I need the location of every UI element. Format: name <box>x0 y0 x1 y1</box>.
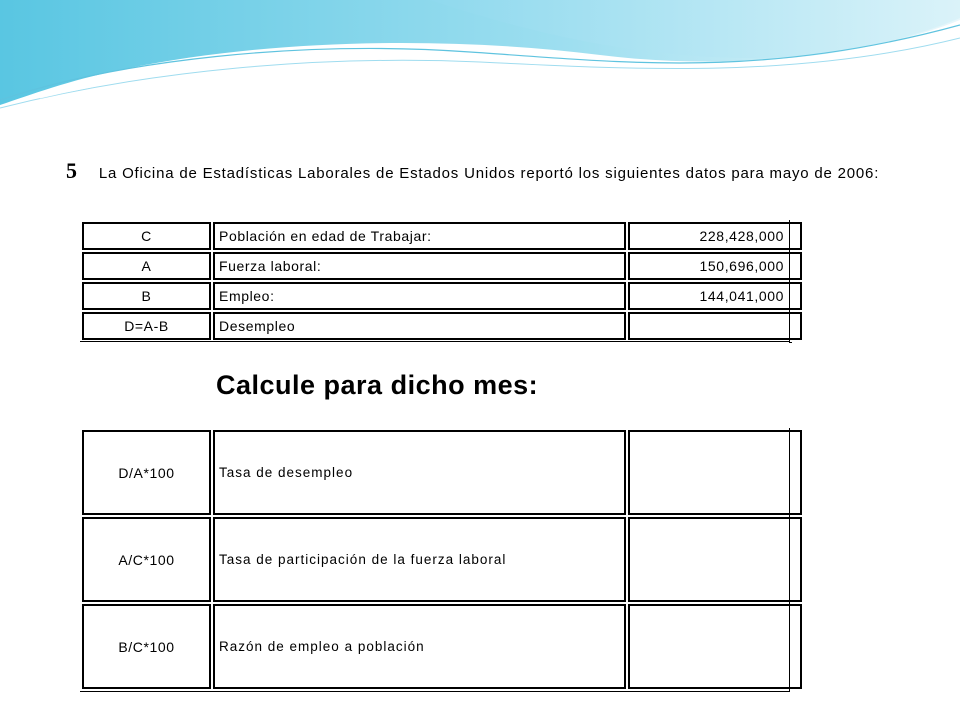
table-border <box>80 341 790 342</box>
data-table <box>80 220 804 342</box>
table-border <box>789 428 792 692</box>
row-code: D=A-B <box>82 312 211 340</box>
row-label: Desempleo <box>213 312 626 340</box>
row-label: Fuerza laboral: <box>213 252 626 280</box>
row-value: 228,428,000 <box>628 222 802 250</box>
row-code: A/C*100 <box>82 517 211 602</box>
table-row <box>82 252 802 280</box>
row-code: A <box>82 252 211 280</box>
answer-cell[interactable] <box>628 517 802 602</box>
row-label: Empleo: <box>213 282 626 310</box>
row-code: D/A*100 <box>82 430 211 515</box>
table-row <box>82 282 802 310</box>
table-border <box>789 220 792 343</box>
section-heading: Calcule para dicho mes: <box>216 370 539 400</box>
row-label: Tasa de desempleo <box>213 430 626 515</box>
table-row <box>82 604 802 689</box>
problem-statement: La Oficina de Estadísticas Laborales de Estados Unidos reportó los siguientes datos para mayo de 2006: <box>98 165 880 182</box>
table-row <box>82 517 802 602</box>
table-row <box>82 222 802 250</box>
row-value: 144,041,000 <box>628 282 802 310</box>
row-label: Tasa de participación de la fuerza laboral <box>213 517 626 602</box>
header-wave-decoration <box>0 0 960 130</box>
table-border <box>80 691 790 692</box>
row-value: 150,696,000 <box>628 252 802 280</box>
row-code: C <box>82 222 211 250</box>
answer-cell[interactable] <box>628 430 802 515</box>
row-code: B <box>82 282 211 310</box>
row-code: B/C*100 <box>82 604 211 689</box>
table-row <box>82 430 802 515</box>
calculation-table <box>80 428 804 691</box>
row-label: Población en edad de Trabajar: <box>213 222 626 250</box>
row-label: Razón de empleo a población <box>213 604 626 689</box>
problem-number: 5 <box>66 158 77 183</box>
row-value <box>628 312 802 340</box>
answer-cell[interactable] <box>628 604 802 689</box>
table-row <box>82 312 802 340</box>
